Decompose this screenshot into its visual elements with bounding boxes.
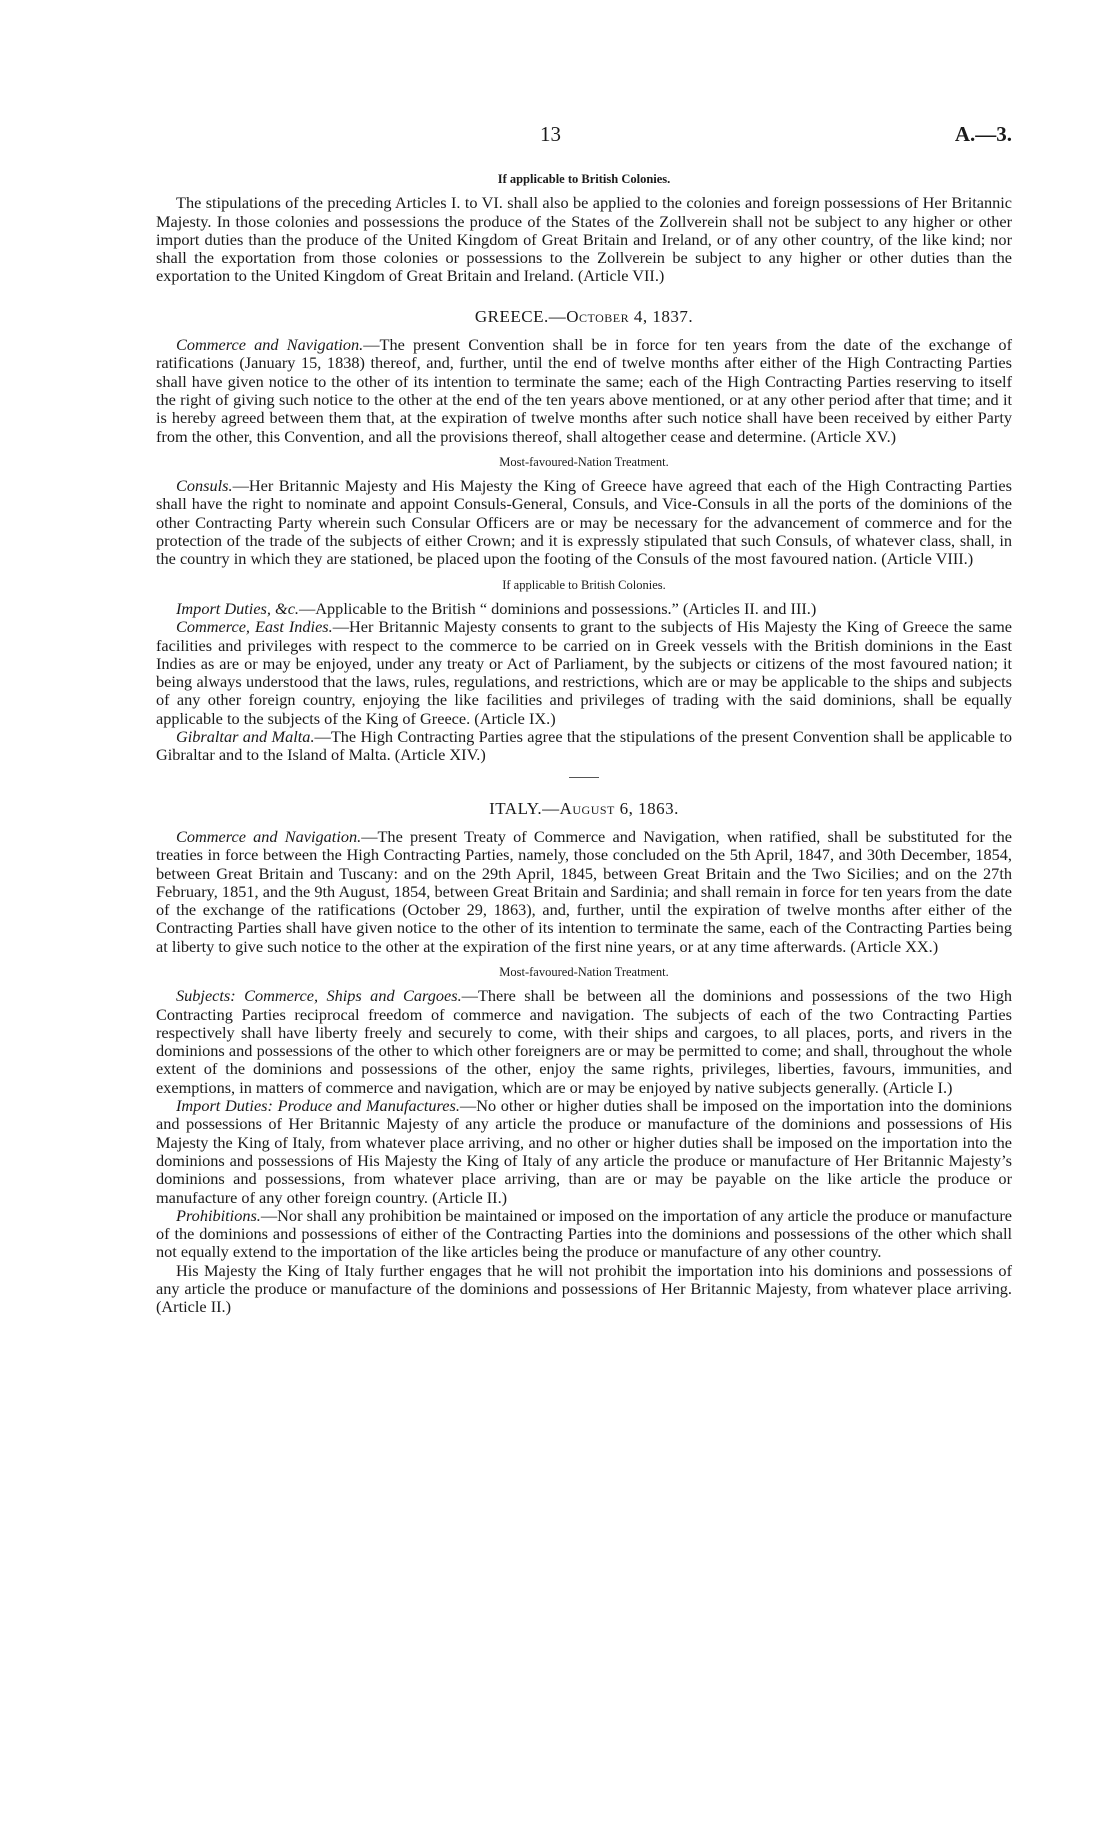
paragraph-text: The stipulations of the preceding Articles I. to VI. shall also be applied to the colonies and foreign possessions of Her Britannic Majesty. In those colonies and possessions the produce of the States of the Zollverein shall not be subject to any higher or other import duties than the produce of the United Kingdom of Great Britain and Ireland, or of any other country, of the like kind; nor shall the exportation from those colonies or possessions to the Zollverein be subject to any higher or other duties than the exportation to the United Kingdom of Great Britain and Ireland. (Article VII.)	[156, 193, 1012, 286]
paragraph-text: —No other or higher duties shall be imposed on the importation into the dominions and possessions of Her Britannic Majesty of any article the produce or manufacture of the dominions and possessions of His Majesty the King of Italy, from whatever place arriving, and no other or higher duties shall be imposed on the importation into the dominions and possessions of His Majesty the King of Italy of any article the produce or manufacture of Her Britannic Majesty’s dominions and possessions, from whatever place arriving, than are or may be payable on the like article the produce or manufacture of any other foreign country. (Article II.)	[156, 1096, 1012, 1207]
page-number: 13	[540, 122, 561, 146]
paragraph-zollverein-colonies	[156, 194, 1012, 285]
paragraph-lead: Subjects: Commerce, Ships and Cargoes.	[176, 986, 462, 1006]
paragraph-greece-commerce	[156, 336, 1012, 446]
section-country: GREECE.	[474, 306, 549, 326]
paragraph-italy-prohibitions	[156, 1207, 1012, 1262]
paragraph-lead: Prohibitions.	[176, 1205, 261, 1225]
document-reference: A.—3.	[954, 122, 1012, 146]
paragraph-greece-import	[156, 600, 1012, 618]
subheading-mfn: Most-favoured-Nation Treatment.	[499, 454, 669, 469]
paragraph-text: —The present Treaty of Commerce and Navigation, when ratified, shall be substituted for the treaties in force between the High Contracting Parties, namely, those concluded on the 5th April, 1847, and 30th December, 1854, between Great Britain and Tuscany: and on the 29th April, 1845, between Great Britain and the Two Sicilies; and on the 27th February, 1851, and the 9th August, 1854, between Great Britain and Sardinia; and shall remain in force for ten years from the date of the exchange of the ratifications (October 29, 1863), and, further, until the expiration of twelve months after either of the Contracting Parties shall have given notice to the other of its intention to terminate the same, each of the Contracting Parties being at liberty to give such notice to the other at the expiration of the first nine years, or at any time afterwards. (Article XX.)	[156, 826, 1012, 956]
subheading-colonies: If applicable to British Colonies.	[497, 172, 671, 186]
paragraph-lead: Consuls.	[176, 476, 233, 496]
paragraph-text: —Her Britannic Majesty consents to grant to the subjects of His Majesty the King of Greece the same facilities and privileges with respect to the commerce to be carried on in Greek vessels with the British dominions in the East Indies as are or may be enjoyed, under any treaty or Act of Parliament, by the subjects or citizens of the most favoured nation; it being always understood that the laws, rules, regulations, and restrictions, which are or may be applicable to the ships and subjects of any other foreign country, enjoying the like facilities and privileges of trading with the said dominions, shall be equally applicable to the subjects of the King of Greece. (Article IX.)	[156, 617, 1012, 728]
paragraph-italy-subjects	[156, 987, 1012, 1097]
paragraph-lead: Import Duties, &c.	[176, 598, 299, 618]
paragraph-text: —The High Contracting Parties agree that the stipulations of the present Convention shall be applicable to Gibraltar and to the Island of Malta. (Article XIV.)	[156, 727, 1012, 765]
paragraph-text: —Her Britannic Majesty and His Majesty the King of Greece have agreed that each of the High Contracting Parties shall have the right to nominate and appoint Consuls-General, Consuls, and Vice-Consuls in all the ports of the dominions of the other Contracting Party wherein such Consular Officers are or may be necessary for the advancement of commerce and for the protection of the trade of the subjects of either Crown; and it is expressly stipulated that such Consuls, of whatever class, shall, in the country in which they are stationed, be placed upon the footing of the Consuls of the most favoured nation. (Article VIII.)	[156, 476, 1012, 569]
paragraph-lead: Commerce and Navigation.	[176, 335, 364, 355]
paragraph-text: —There shall be between all the dominions and possessions of the two High Contracting Parties reciprocal freedom of commerce and navigation. The subjects of each of the two Contracting Parties respectively shall have liberty freely and securely to come, with their ships and cargoes, to all places, ports, and rivers in the dominions and possessions of the other to which other foreigners are or may be permitted to come; and shall, throughout the whole extent of the dominions and possessions of the other, enjoy the same rights, privileges, liberties, favours, immunities, and exemptions, in matters of commerce and navigation, which are or may be enjoyed by native subjects generally. (Article I.)	[156, 986, 1012, 1097]
paragraph-lead: Import Duties: Produce and Manufactures.	[176, 1096, 460, 1116]
subheading-colonies: If applicable to British Colonies.	[502, 577, 666, 592]
paragraph-greece-east-indies	[156, 618, 1012, 728]
paragraph-lead: Gibraltar and Malta.	[176, 727, 315, 747]
paragraph-italy-import	[156, 1097, 1012, 1207]
paragraph-greece-gibraltar	[156, 728, 1012, 765]
paragraph-lead: Commerce and Navigation.	[176, 826, 362, 846]
section-title-italy	[156, 800, 1012, 818]
section-date: —October 4, 1837.	[548, 306, 694, 326]
page-header	[0, 122, 1114, 152]
section-title-greece	[156, 308, 1012, 326]
paragraph-italy-king-engages	[156, 1262, 1012, 1317]
section-country: ITALY.	[489, 798, 543, 818]
page-body	[156, 170, 1012, 1317]
section-divider	[569, 777, 599, 778]
paragraph-greece-consuls	[156, 477, 1012, 568]
subheading-mfn: Most-favoured-Nation Treatment.	[499, 964, 669, 979]
paragraph-text: —Applicable to the British “ dominions and possessions.” (Articles II. and III.)	[299, 598, 817, 618]
section-date: —August 6, 1863.	[542, 798, 679, 818]
paragraph-text: —Nor shall any prohibition be maintained or imposed on the importation of any article the produce or manufacture of the dominions and possessions of either of the Contracting Parties into the dominions and possessions of the other which shall not equally extend to the importation of the like articles being the produce or manufacture of any other country.	[156, 1205, 1012, 1262]
paragraph-text: —The present Convention shall be in force for ten years from the date of the exchange of ratifications (January 15, 1838) thereof, and, further, until the end of twelve months after either of the High Contracting Parties shall have given notice to the other of its intention to terminate the same; each of the High Contracting Parties reserving to itself the right of giving such notice to the other at the end of the ten years above mentioned, or at any other period after that time; and it is hereby agreed between them that, at the expiration of twelve months after such notice shall have been received by either Party from the other, this Convention, and all the provisions thereof, shall altogether cease and determine. (Article XV.)	[156, 335, 1012, 446]
paragraph-italy-commerce	[156, 828, 1012, 956]
paragraph-lead: Commerce, East Indies.	[176, 617, 333, 637]
paragraph-text: His Majesty the King of Italy further engages that he will not prohibit the importation into his dominions and possessions of any article the produce or manufacture of the dominions and possessions of Her Britannic Majesty, from whatever place arriving. (Article II.)	[156, 1260, 1012, 1317]
